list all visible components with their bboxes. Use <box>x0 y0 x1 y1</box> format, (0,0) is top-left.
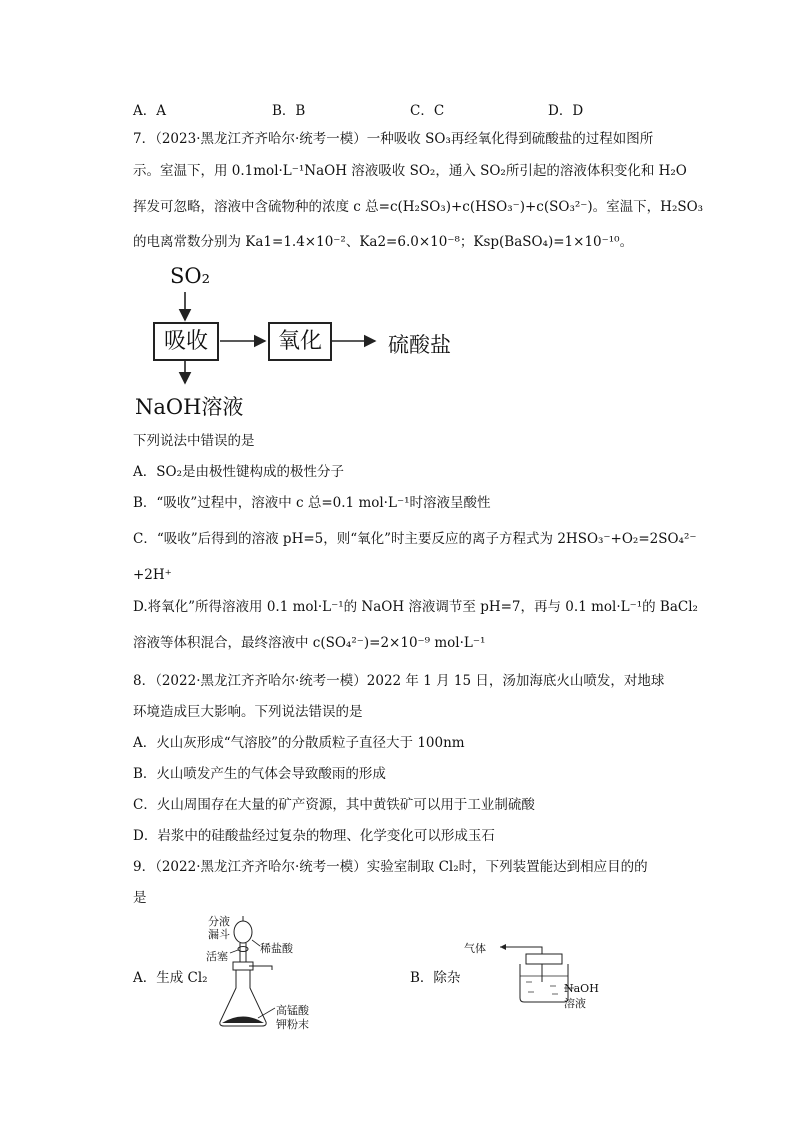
diagram-box-absorb: 吸收 <box>153 322 219 361</box>
q7-line3: 挥发可忽略，溶液中含硫物种的浓度 c 总=c(H₂SO₃)+c(HSO₃⁻)+c(SO₃²⁻)。室温下，H₂SO₃ <box>133 199 704 215</box>
option-b[interactable]: B．B <box>272 103 306 119</box>
apparatus-generate-cl2 <box>200 910 320 1038</box>
q7-option-c[interactable]: C．“吸收”后得到的溶液 pH=5，则“氧化”时主要反应的离子方程式为 2HSO₃⁻+O₂=2SO₄²⁻ <box>133 531 697 547</box>
q8-option-b[interactable]: B．火山喷发产生的气体会导致酸雨的形成 <box>133 766 386 782</box>
q9-option-b[interactable]: B．除杂 <box>410 970 461 986</box>
label-acid: 稀盐酸 <box>260 942 293 955</box>
option-c[interactable]: C．C <box>410 103 445 119</box>
q8-option-c[interactable]: C．火山周围存在大量的矿产资源，其中黄铁矿可以用于工业制硫酸 <box>133 797 535 813</box>
options-row <box>133 99 653 117</box>
label-stopcock: 活塞 <box>206 950 228 963</box>
diagram-output: NaOH溶液 <box>135 395 244 419</box>
label-funnel-1: 分液 <box>208 915 230 928</box>
q8-option-d[interactable]: D．岩浆中的硅酸盐经过复杂的物理、化学变化可以形成玉石 <box>133 828 495 844</box>
q7-option-d[interactable]: D.将氧化”所得溶液用 0.1 mol·L⁻¹的 NaOH 溶液调节至 pH=7，再与 0.1 mol·L⁻¹的 BaCl₂ <box>133 599 698 615</box>
q7-line4: 的电离常数分别为 Ka1=1.4×10⁻²、Ka2=6.0×10⁻⁸；Ksp(BaSO₄)=1×10⁻¹⁰。 <box>133 234 634 250</box>
q7-option-a[interactable]: A．SO₂是由极性键构成的极性分子 <box>133 464 344 480</box>
process-diagram <box>130 262 470 422</box>
q7-line2: 示。室温下，用 0.1mol·L⁻¹NaOH 溶液吸收 SO₂，通入 SO₂所引起的溶液体积变化和 H₂O <box>133 163 687 179</box>
label-solid-1: 高锰酸 <box>276 1004 309 1017</box>
q9-line2: 是 <box>133 890 147 906</box>
q9-option-a[interactable]: A．生成 Cl₂ <box>133 970 208 986</box>
label-funnel-2: 漏斗 <box>208 928 230 941</box>
q9-line1: 9．（2022·黑龙江齐齐哈尔·统考一模）实验室制取 Cl₂时，下列装置能达到相应目的的 <box>133 859 648 875</box>
label-gas: 气体 <box>464 942 486 955</box>
q8-line2: 环境造成巨大影响。下列说法错误的是 <box>133 704 363 720</box>
option-a[interactable]: A．A <box>133 103 166 119</box>
q8-option-a[interactable]: A．火山灰形成“气溶胶”的分散质粒子直径大于 100nm <box>133 735 465 751</box>
q7-option-d-cont: 溶液等体积混合，最终溶液中 c(SO₄²⁻)=2×10⁻⁹ mol·L⁻¹ <box>133 635 486 651</box>
q7-option-b[interactable]: B．“吸收”过程中，溶液中 c 总=0.1 mol·L⁻¹时溶液呈酸性 <box>133 495 491 511</box>
q7-option-c-cont: +2H⁺ <box>133 567 172 583</box>
q8-line1: 8．（2022·黑龙江齐齐哈尔·统考一模）2022 年 1 月 15 日，汤加海底火山喷发，对地球 <box>133 673 665 689</box>
label-solid-2: 钾粉末 <box>276 1018 309 1031</box>
q7-line1: 7．（2023·黑龙江齐齐哈尔·统考一模）一种吸收 SO₃再经氧化得到硫酸盐的过程如图所 <box>133 131 654 147</box>
q7-stem: 下列说法中错误的是 <box>133 433 255 449</box>
diagram-input: SO₂ <box>170 264 211 288</box>
diagram-product: 硫酸盐 <box>388 333 451 357</box>
option-d[interactable]: D．D <box>548 103 584 119</box>
diagram-box-oxidize: 氧化 <box>268 322 332 361</box>
apparatus-remove-impurity <box>460 936 600 1016</box>
label-naoh-1: NaOH <box>564 982 599 995</box>
label-naoh-2: 溶液 <box>564 997 586 1010</box>
